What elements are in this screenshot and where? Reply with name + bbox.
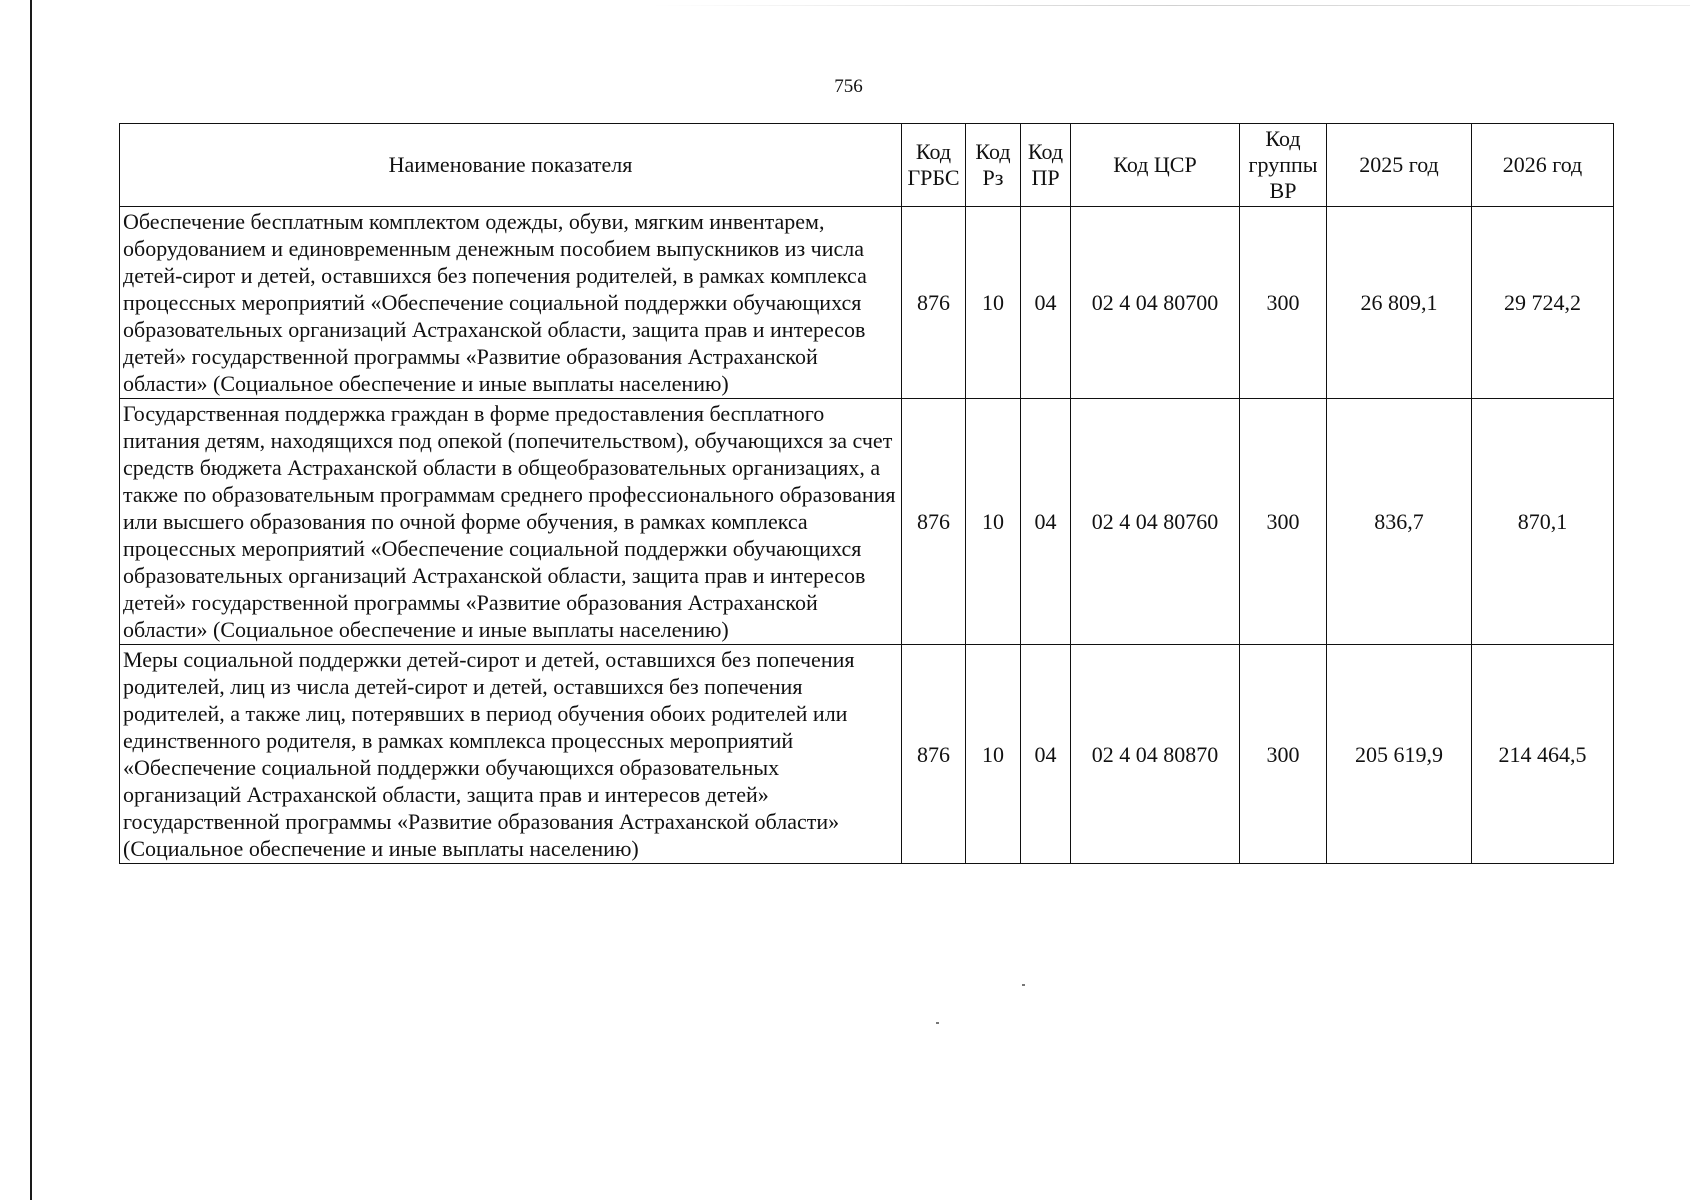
table-row [120, 645, 1614, 864]
row-csr: 02 4 04 80870 [1071, 645, 1240, 864]
row-vr: 300 [1240, 645, 1327, 864]
row-grbs: 876 [902, 207, 966, 399]
row-name: Обеспечение бесплатным комплектом одежды, обуви, мягким инвентарем, оборудованием и единовременным денежным пособием выпускников из числа детей-сирот и детей, оставшихся без попечения родителей, в рамках комплекса процессных мероприятий «Обеспечение социальной поддержки обучающихся образовательных организаций Астраханской области, защита прав и интересов детей» государственной программы «Развитие образования Астраханской области» (Социальное обеспечение и иные выплаты населению) [120, 207, 902, 399]
row-csr: 02 4 04 80700 [1071, 207, 1240, 399]
scan-top-streak [650, 5, 1690, 6]
row-grbs: 876 [902, 399, 966, 645]
header-pr: Код ПР [1021, 124, 1071, 207]
scan-speck [936, 1022, 939, 1024]
row-name: Государственная поддержка граждан в форме предоставления бесплатного питания детям, находящихся под опекой (попечительством), обучающихся за счет средств бюджета Астраханской области в общеобразовательных организациях, а также по образовательным программам среднего профессионального образования или высшего образования по очной форме обучения, в рамках комплекса процессных мероприятий «Обеспечение социальной поддержки обучающихся образовательных организаций Астраханской области, защита прав и интересов детей» государственной программы «Развитие образования Астраханской области» (Социальное обеспечение и иные выплаты населению) [120, 399, 902, 645]
row-name: Меры социальной поддержки детей-сирот и детей, оставшихся без попечения родителей, лиц из числа детей-сирот и детей, оставшихся без попечения родителей, а также лиц, потерявших в период обучения обоих родителей или единственного родителя, в рамках комплекса процессных мероприятий «Обеспечение социальной поддержки обучающихся образовательных организаций Астраханской области, защита прав и интересов детей» государственной программы «Развитие образования Астраханской области» (Социальное обеспечение и иные выплаты населению) [120, 645, 902, 864]
header-grbs: Код ГРБС [902, 124, 966, 207]
row-pr: 04 [1021, 207, 1071, 399]
header-rz: Код Рз [966, 124, 1021, 207]
scan-left-border [30, 0, 32, 1200]
page-number: 756 [834, 76, 863, 97]
row-pr: 04 [1021, 399, 1071, 645]
row-grbs: 876 [902, 645, 966, 864]
row-csr: 02 4 04 80760 [1071, 399, 1240, 645]
row-2025: 26 809,1 [1327, 207, 1472, 399]
row-vr: 300 [1240, 207, 1327, 399]
header-vr: Код группы ВР [1240, 124, 1327, 207]
header-2025: 2025 год [1327, 124, 1472, 207]
header-2026: 2026 год [1472, 124, 1614, 207]
table-row [120, 207, 1614, 399]
header-name: Наименование показателя [120, 124, 902, 207]
row-2025: 205 619,9 [1327, 645, 1472, 864]
row-vr: 300 [1240, 399, 1327, 645]
row-2025: 836,7 [1327, 399, 1472, 645]
table-header-row [120, 124, 1614, 207]
row-2026: 29 724,2 [1472, 207, 1614, 399]
row-2026: 870,1 [1472, 399, 1614, 645]
row-2026: 214 464,5 [1472, 645, 1614, 864]
budget-table [119, 123, 1614, 864]
row-rz: 10 [966, 645, 1021, 864]
row-rz: 10 [966, 207, 1021, 399]
header-csr: Код ЦСР [1071, 124, 1240, 207]
table-row [120, 399, 1614, 645]
scan-speck [1022, 984, 1025, 986]
row-rz: 10 [966, 399, 1021, 645]
row-pr: 04 [1021, 645, 1071, 864]
